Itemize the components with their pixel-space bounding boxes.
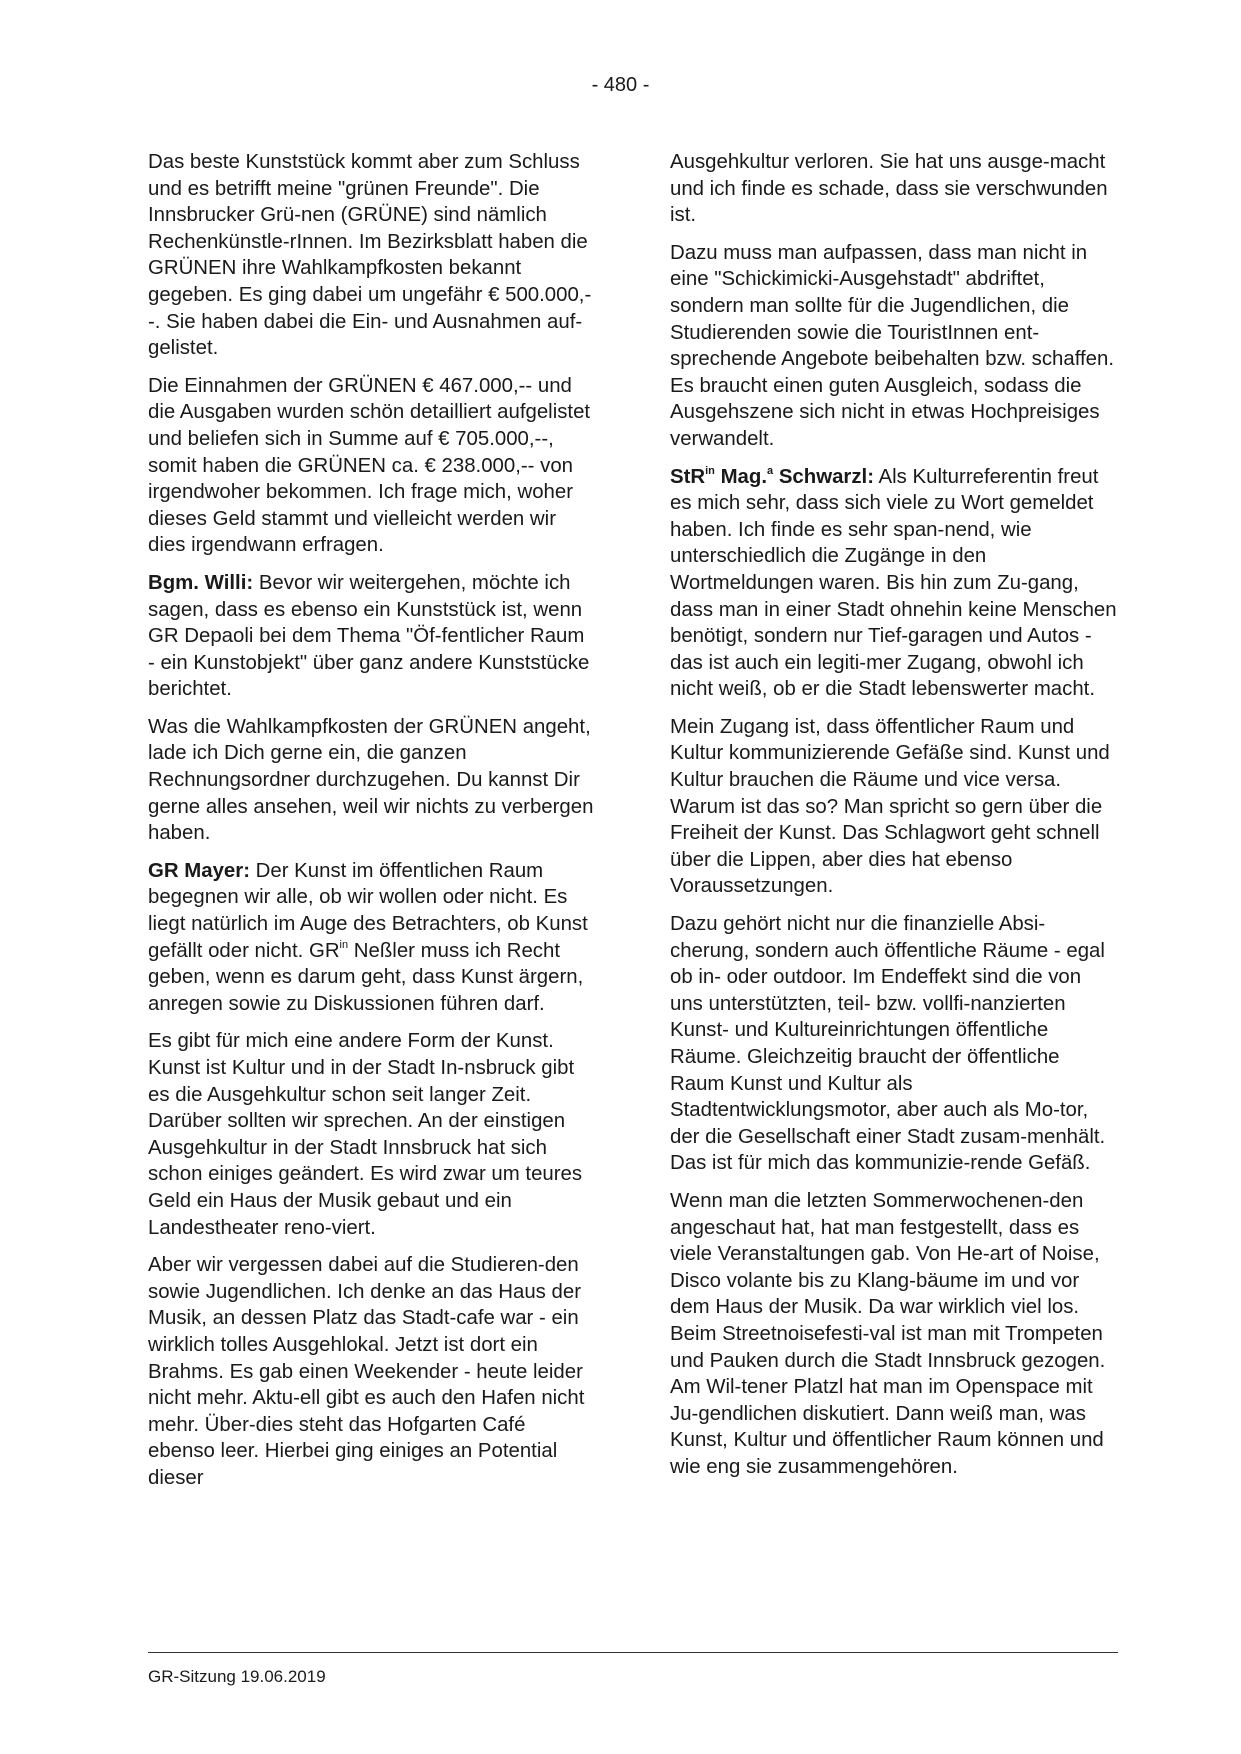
speaker-name: Bgm. Willi:: [148, 571, 254, 594]
speech-text: Bevor wir weitergehen, möchte ich sagen, dass es ebenso ein Kunststück ist, wenn GR Depaoli bei dem Thema "Öf-fentlicher Raum - ein Kunstobjekt" über ganz andere Kunststücke berichtet.: [148, 571, 590, 701]
speaker-surname: Schwarzl:: [773, 465, 875, 488]
superscript: in: [705, 464, 715, 477]
paragraph: Dazu gehört nicht nur die finanzielle Absi-cherung, sondern auch öffentliche Räume - egal ob in- oder outdoor. Im Endeffekt sind die von uns unterstützten, teil- bzw. vollfi-nanzierten Kunst- und Kultureinrichtungen öffentliche Räume. Gleichzeitig braucht der öffentliche Raum Kunst und Kultur als Stadtentwicklungsmotor, aber auch als Mo-tor, der die Gesellschaft einer Stadt zusam-menhält. Das ist für mich das kommunizie-rende Gefäß.: [670, 913, 1106, 1175]
speaker-title: Mag.: [714, 465, 768, 488]
speaker-paragraph: [148, 858, 596, 1018]
left-column: [148, 149, 596, 1503]
paragraph: Was die Wahlkampfkosten der GRÜNEN angeht, lade ich Dich gerne ein, die ganzen Rechnungsordner durchzugehen. Du kannst Dir gerne alles ansehen, weil wir nichts zu verbergen haben.: [148, 715, 594, 845]
speaker-name: [670, 466, 874, 488]
right-column: [670, 149, 1118, 1492]
paragraph: Die Einnahmen der GRÜNEN € 467.000,-- und die Ausgaben wurden schön detailliert aufgelistet und beliefen sich in Summe auf € 705.000,--, somit haben die GRÜNEN ca. € 238.000,-- von irgendwoher bekommen. Ich frage mich, woher dieses Geld stammt und vielleicht werden wir dies irgendwann erfragen.: [148, 374, 591, 557]
speaker-name: GR Mayer:: [148, 859, 250, 882]
speaker-paragraph: [148, 570, 596, 703]
paragraph: Ausgehkultur verloren. Sie hat uns ausge-macht und ich finde es schade, dass sie verschwunden ist.: [670, 151, 1108, 227]
paragraph: Wenn man die letzten Sommerwochenen-den angeschaut hat, hat man festgestellt, dass es viele Veranstaltungen gab. Von He-art of Noise, Disco volante bis zu Klang-bäume im und vor dem Haus der Musik. Da war wirklich viel los. Beim Streetnoisefesti-val ist man mit Trompeten und Pauken durch die Stadt Innsbruck gezogen. Am Wil-tener Platzl hat man im Openspace mit Ju-gendlichen diskutiert. Dann weiß man, was Kunst, Kultur und öffentlicher Raum können und wie eng sie zusammengehören.: [670, 1189, 1106, 1478]
footer-divider: [148, 1652, 1118, 1653]
page-number: - 480 -: [591, 74, 650, 96]
footer-session-date: GR-Sitzung 19.06.2019: [148, 1667, 326, 1686]
speech-text: Der Kunst im öffentlichen Raum begegnen wir alle, ob wir wollen oder nicht. Es liegt natürlich im Auge des Betrachters, ob Kunst gefällt oder nicht. GR: [148, 859, 588, 962]
paragraph: Es gibt für mich eine andere Form der Kunst. Kunst ist Kultur und in der Stadt In-nsbruck gibt es die Ausgehkultur schon seit langer Zeit. Darüber sollten wir sprechen. An der einstigen Ausgehkultur in der Stadt Innsbruck hat sich schon einiges geändert. Es wird zwar um teures Geld ein Haus der Musik gebaut und ein Landestheater reno-viert.: [148, 1030, 583, 1239]
paragraph: Dazu muss man aufpassen, dass man nicht in eine "Schickimicki-Ausgehstadt" abdriftet, sondern man sollte für die Jugendlichen, die Studierenden sowie die TouristInnen ent-sprechende Angebote beibehalten bzw. schaffen. Es braucht einen guten Ausgleich, sodass die Ausgehszene sich nicht in etwas Hochpreisiges verwandelt.: [670, 241, 1115, 450]
superscript: a: [767, 464, 774, 477]
paragraph: Mein Zugang ist, dass öffentlicher Raum und Kultur kommunizierende Gefäße sind. Kunst und Kultur brauchen die Räume und vice versa. Warum ist das so? Man spricht so gern über die Freiheit der Kunst. Das Schlagwort geht schnell über die Lippen, aber dies hat ebenso Voraussetzungen.: [670, 715, 1110, 898]
speaker-title: StR: [670, 465, 706, 488]
speech-text: Neßler muss ich Recht geben, wenn es darum geht, dass Kunst ärgern, anregen sowie zu Diskussionen führen darf.: [148, 939, 584, 1015]
superscript: in: [339, 938, 349, 951]
speech-text: Als Kulturreferentin freut es mich sehr, dass sich viele zu Wort gemeldet haben. Ich finde es sehr span-nend, wie unterschiedlich die Zugänge in den Wortmeldungen waren. Bis hin zum Zu-gang, dass man in einer Stadt ohnehin keine Menschen benötigt, sondern nur Tief-garagen und Autos - das ist auch ein legiti-mer Zugang, obwohl ich nicht weiß, ob er die Stadt lebenswerter macht.: [670, 465, 1117, 701]
paragraph: Das beste Kunststück kommt aber zum Schluss und es betrifft meine "grünen Freunde". Die Innsbrucker Grü-nen (GRÜNE) sind nämlich Rechenkünstle-rInnen. Im Bezirksblatt haben die GRÜNEN ihre Wahlkampfkosten bekannt gegeben. Es ging dabei um ungefähr € 500.000,--. Sie haben dabei die Ein- und Ausnahmen auf-gelistet.: [148, 151, 592, 360]
speaker-paragraph: [670, 464, 1118, 703]
paragraph: Aber wir vergessen dabei auf die Studieren-den sowie Jugendlichen. Ich denke an das Haus der Musik, an dessen Platz das Stadt-cafe war - ein wirklich tolles Ausgehlokal. Jetzt ist dort ein Brahms. Es gab einen Weekender - heute leider nicht mehr. Aktu-ell gibt es auch den Hafen nicht mehr. Über-dies steht das Hofgarten Café ebenso leer. Hierbei ging einiges an Potential dieser: [148, 1254, 585, 1489]
